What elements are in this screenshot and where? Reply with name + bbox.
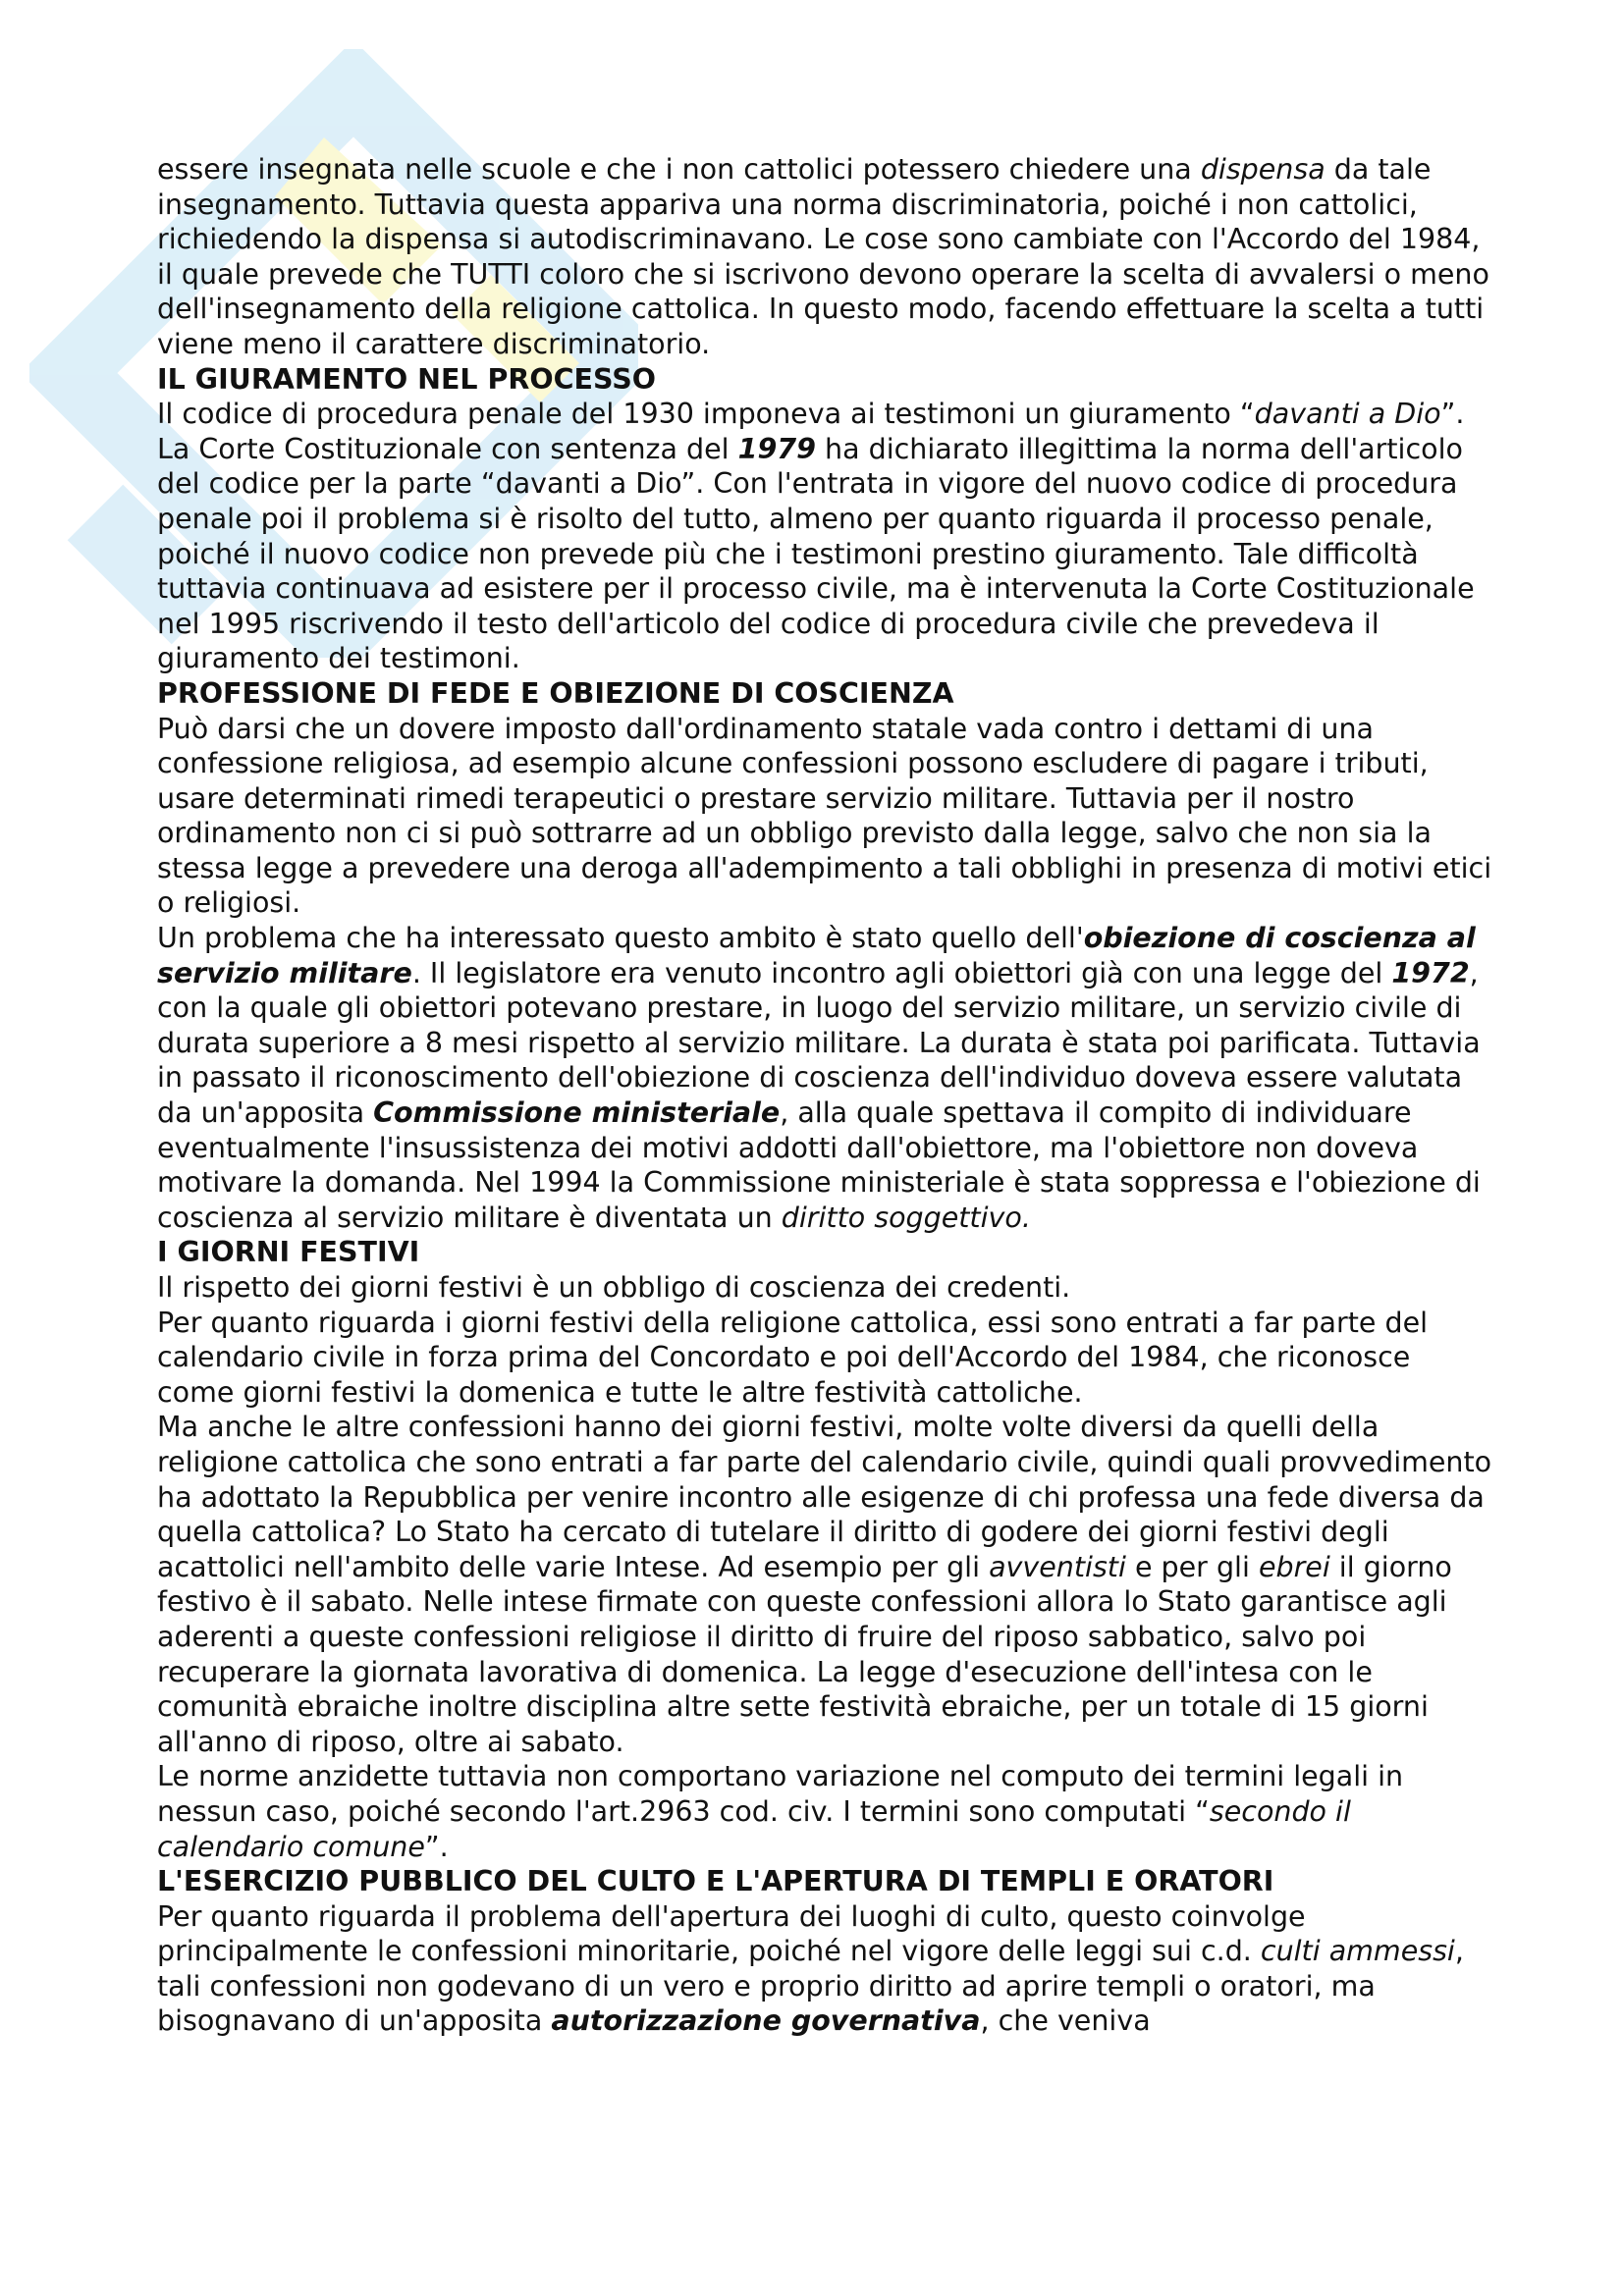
section-culto xyxy=(157,1864,1492,2039)
emphasis-text: Commissione ministeriale xyxy=(373,1096,781,1130)
paragraph xyxy=(157,1306,1492,1411)
text-run: e per gli xyxy=(1125,1550,1259,1583)
text-run: ”. xyxy=(424,1830,449,1863)
text-run: , tali confessioni non godevano di un vero e proprio diritto ad aprire templi o oratori, ma bisognavano di un'apposita xyxy=(157,1935,1464,2038)
text-run: Il rispetto dei giorni festivi è un obbligo di coscienza dei credenti. xyxy=(157,1271,1071,1304)
text-run: Per quanto riguarda il problema dell'apertura dei luoghi di culto, questo coinvolge principalmente le confessioni minoritarie, poiché nel vigore delle leggi sui c.d. xyxy=(157,1899,1306,1968)
paragraph xyxy=(157,152,1492,362)
italic-text: avventisti xyxy=(989,1550,1126,1583)
text-run: , con la quale gli obiettori potevano prestare, in luogo del servizio militare, un servizio civile di durata superiore a 8 mesi rispetto al servizio militare. La durata è stata poi parificata. Tuttavia in passato il riconoscimento dell'obiezione di coscienza dell'individuo doveva essere valutata da un'apposita xyxy=(157,956,1481,1130)
document-page xyxy=(157,152,1492,2039)
paragraph xyxy=(157,712,1492,922)
italic-text: dispensa xyxy=(1200,153,1325,186)
emphasis-text: 1972 xyxy=(1391,956,1470,989)
emphasis-text: autorizzazione governativa xyxy=(551,2004,981,2038)
paragraph xyxy=(157,397,1492,676)
paragraph xyxy=(157,1410,1492,1759)
section-heading: L'ESERCIZIO PUBBLICO DEL CULTO E L'APERTURA DI TEMPLI E ORATORI xyxy=(157,1865,1274,1898)
italic-text: davanti a Dio xyxy=(1254,398,1441,431)
paragraph xyxy=(157,1759,1492,1864)
text-run: . Il legislatore era venuto incontro agli obiettori già con una legge del xyxy=(411,956,1392,989)
section-heading: I GIORNI FESTIVI xyxy=(157,1236,420,1269)
italic-text: ebrei xyxy=(1258,1550,1330,1583)
paragraph xyxy=(157,1899,1492,2039)
text-run: da tale insegnamento. Tuttavia questa appariva una norma discriminatoria, poiché i non cattolici, richiedendo la dispensa si autodiscriminavano. Le cose sono cambiate con l'Accordo del 1984, il quale prevede che TUTTI coloro che si iscrivono devono operare la scelta di avvalersi o meno dell'insegnamento della religione cattolica. In questo modo, facendo effettuare la scelta a tutti viene meno il carattere discriminatorio. xyxy=(157,153,1489,360)
italic-text: culti ammessi xyxy=(1260,1935,1455,1968)
italic-text: diritto soggettivo. xyxy=(781,1201,1031,1234)
text-run: ”. La Corte Costituzionale con sentenza del xyxy=(157,398,1465,465)
section-heading: PROFESSIONE DI FEDE E OBIEZIONE DI COSCIENZA xyxy=(157,676,954,710)
emphasis-text: obiezione di coscienza al servizio militare xyxy=(157,922,1476,989)
section-intro xyxy=(157,152,1492,362)
emphasis-text: 1979 xyxy=(737,432,816,465)
text-run: Le norme anzidette tuttavia non comportano variazione nel computo dei termini legali in nessun caso, poiché secondo l'art.2963 cod. civ. I termini sono computati “ xyxy=(157,1760,1404,1828)
text-run: Ma anche le altre confessioni hanno dei giorni festivi, molte volte diversi da quelli della religione cattolica che sono entrati a far parte del calendario civile, quindi quali provvedimento ha adottato la Repubblica per venire incontro alle esigenze di chi professa una fede diversa da quella cattolica? Lo Stato ha cercato di tutelare il diritto di godere dei giorni festivi degli acattolici nell'ambito delle varie Intese. Ad esempio per gli xyxy=(157,1411,1492,1583)
paragraph xyxy=(157,921,1492,1235)
text-run: Un problema che ha interessato questo ambito è stato quello dell' xyxy=(157,922,1084,955)
text-run: Il codice di procedura penale del 1930 imponeva ai testimoni un giuramento “ xyxy=(157,398,1255,431)
text-run: , che veniva xyxy=(980,2004,1151,2038)
text-run: Per quanto riguarda i giorni festivi della religione cattolica, essi sono entrati a far parte del calendario civile in forza prima del Concordato e poi dell'Accordo del 1984, che riconosce come giorni festivi la domenica e tutte le altre festività cattoliche. xyxy=(157,1306,1429,1409)
text-run: ha dichiarato illegittima la norma dell'articolo del codice per la parte “davanti a Dio”. Con l'entrata in vigore del nuovo codice di procedura penale poi il problema si è risolto del tutto, almeno per quanto riguarda il processo penale, poiché il nuovo codice non prevede più che i testimoni prestino giuramento. Tale difficoltà tuttavia continuava ad esistere per il processo civile, ma è intervenuta la Corte Costituzionale nel 1995 riscrivendo il testo dell'articolo del codice di procedura civile che prevedeva il giuramento dei testimoni. xyxy=(157,432,1475,675)
text-run: essere insegnata nelle scuole e che i non cattolici potessero chiedere una xyxy=(157,153,1201,186)
paragraph xyxy=(157,1270,1492,1306)
text-run: Può darsi che un dovere imposto dall'ordinamento statale vada contro i dettami di una confessione religiosa, ad esempio alcune confessioni possono escludere di pagare i tributi, usare determinati rimedi terapeutici o prestare servizio militare. Tuttavia per il nostro ordinamento non ci si può sottrarre ad un obbligo previsto dalla legge, salvo che non sia la stessa legge a prevedere una deroga all'adempimento a tali obblighi in presenza di motivi etici o religiosi. xyxy=(157,712,1492,920)
section-heading: IL GIURAMENTO NEL PROCESSO xyxy=(157,362,656,396)
text-run: , alla quale spettava il compito di individuare eventualmente l'insussistenza dei motivi addotti dall'obiettore, ma l'obiettore non doveva motivare la domanda. Nel 1994 la Commissione ministeriale è stata soppressa e l'obiezione di coscienza al servizio militare è diventata un xyxy=(157,1096,1481,1234)
section-giuramento xyxy=(157,362,1492,676)
italic-text: secondo il calendario comune xyxy=(157,1794,1351,1863)
section-obiezione xyxy=(157,676,1492,1236)
text-run: il giorno festivo è il sabato. Nelle intese firmate con queste confessioni allora lo Stato garantisce agli aderenti a queste confessioni religiose il diritto di fruire del riposo sabbatico, salvo poi recuperare la giornata lavorativa di domenica. La legge d'esecuzione dell'intesa con le comunità ebraiche inoltre disciplina altre sette festività ebraiche, per un totale di 15 giorni all'anno di riposo, oltre ai sabato. xyxy=(157,1550,1452,1758)
section-festivi xyxy=(157,1235,1492,1864)
